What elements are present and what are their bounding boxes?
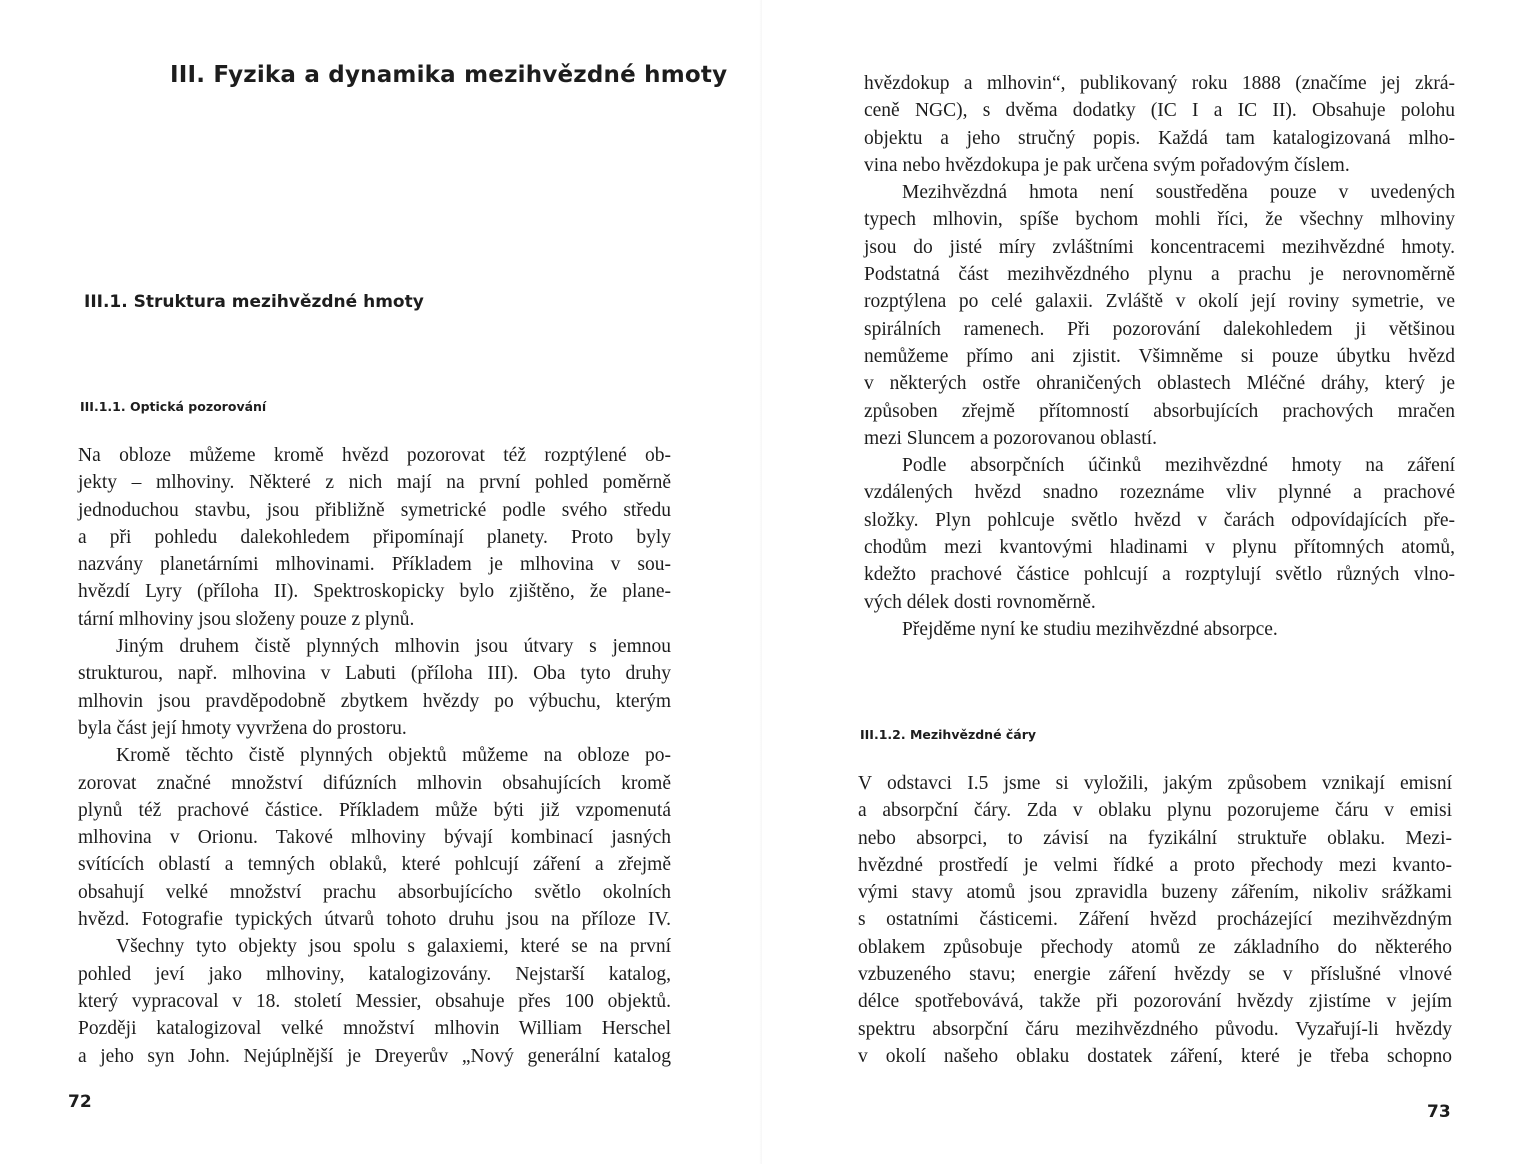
page-number-right: 73	[1427, 1102, 1451, 1122]
text-line: spirálních ramenech. Při pozorování dalekohledem ji většinou	[864, 318, 1455, 340]
text-line: způsoben zřejmě přítomností absorbujících prachových mračen	[864, 400, 1455, 422]
page-number-left: 72	[68, 1092, 92, 1112]
subsection-title-interstellar-lines: III.1.2. Mezihvězdné čáry	[860, 727, 1037, 742]
text-line: Mezihvězdná hmota není soustředěna pouze v uvedených	[902, 182, 1455, 204]
text-line: pohled jeví jako mlhoviny, katalogizovány. Nejstarší katalog,	[78, 963, 671, 985]
right-body-text-top	[864, 70, 1455, 643]
text-line: složky. Plyn pohlcuje světlo hvězd v čarách odpovídajících pře-	[864, 509, 1455, 531]
text-line: vzbuzeného stavu; energie záření hvězdy se v příslušné vlnové	[858, 964, 1452, 986]
right-body-text-bottom	[858, 770, 1452, 1070]
text-line: mlhovin jsou pravděpodobně zbytkem hvězdy po výbuchu, kterým	[78, 690, 671, 712]
text-line: a jeho syn John. Nejúplnější je Dreyerův „Nový generální katalog	[78, 1045, 671, 1067]
text-line: zorovat značné množství difúzních mlhovin obsahujících kromě	[78, 772, 671, 794]
text-line: chodům mezi kvantovými hladinami v plynu přítomných atomů,	[864, 537, 1455, 559]
text-line: a absorpční čáry. Zda v oblaku plynu pozorujeme čáru v emisi	[858, 800, 1452, 822]
text-line: v některých ostře ohraničených oblastech Mléčné dráhy, který je	[864, 373, 1455, 395]
text-line: hvězdí Lyry (příloha II). Spektroskopicky bylo zjištěno, že plane-	[78, 581, 671, 603]
chapter-title: III. Fyzika a dynamika mezihvězdné hmoty	[170, 62, 728, 88]
text-line: Kromě těchto čistě plynných objektů můžeme na obloze po-	[116, 745, 671, 767]
text-line: strukturou, např. mlhovina v Labuti (příloha III). Oba tyto druhy	[78, 663, 671, 685]
text-line: spektru absorpční čáru mezihvězdného původu. Vyzařují-li hvězdy	[858, 1018, 1452, 1040]
text-line: jednoduchou stavbu, jsou přibližně symetrické podle svého středu	[78, 499, 671, 521]
text-line: Podle absorpčních účinků mezihvězdné hmoty na záření	[902, 455, 1455, 477]
text-line: vých délek dosti rovnoměrně.	[864, 591, 1096, 613]
text-line: Přejděme nyní ke studiu mezihvězdné absorpce.	[902, 618, 1278, 640]
text-line: mezi Sluncem a pozorovanou oblastí.	[864, 427, 1157, 449]
text-line: objektu a jeho stručný popis. Každá tam katalogizovaná mlho-	[864, 127, 1455, 149]
text-line: délce spotřebovává, takže při pozorování hvězdy zjistíme v jejím	[858, 991, 1452, 1013]
text-line: jsou do jisté míry zvláštními koncentracemi mezihvězdné hmoty.	[864, 236, 1455, 258]
text-line: vými stavy atomů jsou zpravidla buzeny zářením, nikoliv srážkami	[858, 882, 1452, 904]
text-line: nemůžeme přímo ani zjistit. Všimněme si pouze úbytku hvězd	[864, 345, 1455, 367]
text-line: V odstavci I.5 jsme si vyložili, jakým způsobem vznikají emisní	[858, 773, 1452, 794]
section-title: III.1. Struktura mezihvězdné hmoty	[84, 292, 424, 312]
text-line: byla část její hmoty vyvržena do prostoru.	[78, 717, 407, 739]
text-line: plynů též prachové částice. Příkladem může býti již vzpomenutá	[78, 799, 671, 821]
text-line: ceně NGC), s dvěma dodatky (IC I a IC II). Obsahuje polohu	[864, 100, 1455, 122]
text-line: typech mlhovin, spíše bychom mohli říci, že všechny mlhoviny	[864, 209, 1455, 231]
text-line: obsahují velké množství prachu absorbujícícho světlo okolních	[78, 881, 671, 903]
text-line: v okolí našeho oblaku dostatek záření, které je třeba schopno	[858, 1045, 1452, 1067]
text-line: hvězdné prostředí je velmi řídké a proto přechody mezi kvanto-	[858, 854, 1452, 876]
text-line: Jiným druhem čistě plynných mlhovin jsou útvary s jemnou	[116, 636, 671, 658]
text-line: svítících oblastí a temných oblaků, které pohlcují záření a zřejmě	[78, 854, 671, 876]
left-body-text	[78, 442, 671, 1070]
text-line: Podstatná část mezihvězdného plynu a prachu je nerovnoměrně	[864, 264, 1455, 286]
text-line: vzdálených hvězd snadno rozeznáme vliv plynné a prachové	[864, 482, 1455, 504]
text-line: vina nebo hvězdokupa je pak určena svým pořadovým číslem.	[864, 154, 1350, 176]
text-line: nebo absorpci, to závisí na fyzikální struktuře oblaku. Mezi-	[858, 827, 1452, 849]
text-line: hvězdokup a mlhovin“, publikovaný roku 1888 (značíme jej zkrá-	[864, 73, 1455, 94]
text-line: s ostatními částicemi. Záření hvězd procházející mezihvězdným	[858, 909, 1452, 931]
subsection-title-optical: III.1.1. Optická pozorování	[80, 399, 267, 414]
text-line: mlhovina v Orionu. Takové mlhoviny bývají kombinací jasných	[78, 827, 671, 849]
text-line: nazvány planetárními mlhovinami. Příkladem je mlhovina v sou-	[78, 554, 671, 576]
text-line: oblakem způsobuje přechody atomů ze základního do některého	[858, 936, 1452, 958]
text-line: Na obloze můžeme kromě hvězd pozorovat též rozptýlené ob-	[78, 445, 671, 466]
text-line: jekty – mlhoviny. Některé z nich mají na první pohled poměrně	[78, 472, 671, 494]
text-line: Později katalogizoval velké množství mlhovin William Herschel	[78, 1018, 671, 1040]
text-line: Všechny tyto objekty jsou spolu s galaxiemi, které se na první	[116, 936, 671, 958]
text-line: hvězd. Fotografie typických útvarů tohoto druhu jsou na příloze IV.	[78, 909, 671, 931]
text-line: a při pohledu dalekohledem připomínají planety. Proto byly	[78, 526, 671, 548]
text-line: kdežto prachové částice pohlcují a rozptylují světlo různých vlno-	[864, 564, 1455, 586]
text-line: rozptýlena po celé galaxii. Zvláště v okolí její roviny symetrie, ve	[864, 291, 1455, 313]
text-line: tární mlhoviny jsou složeny pouze z plynů.	[78, 608, 415, 630]
text-line: který vypracoval v 18. století Messier, obsahuje přes 100 objektů.	[78, 990, 671, 1012]
